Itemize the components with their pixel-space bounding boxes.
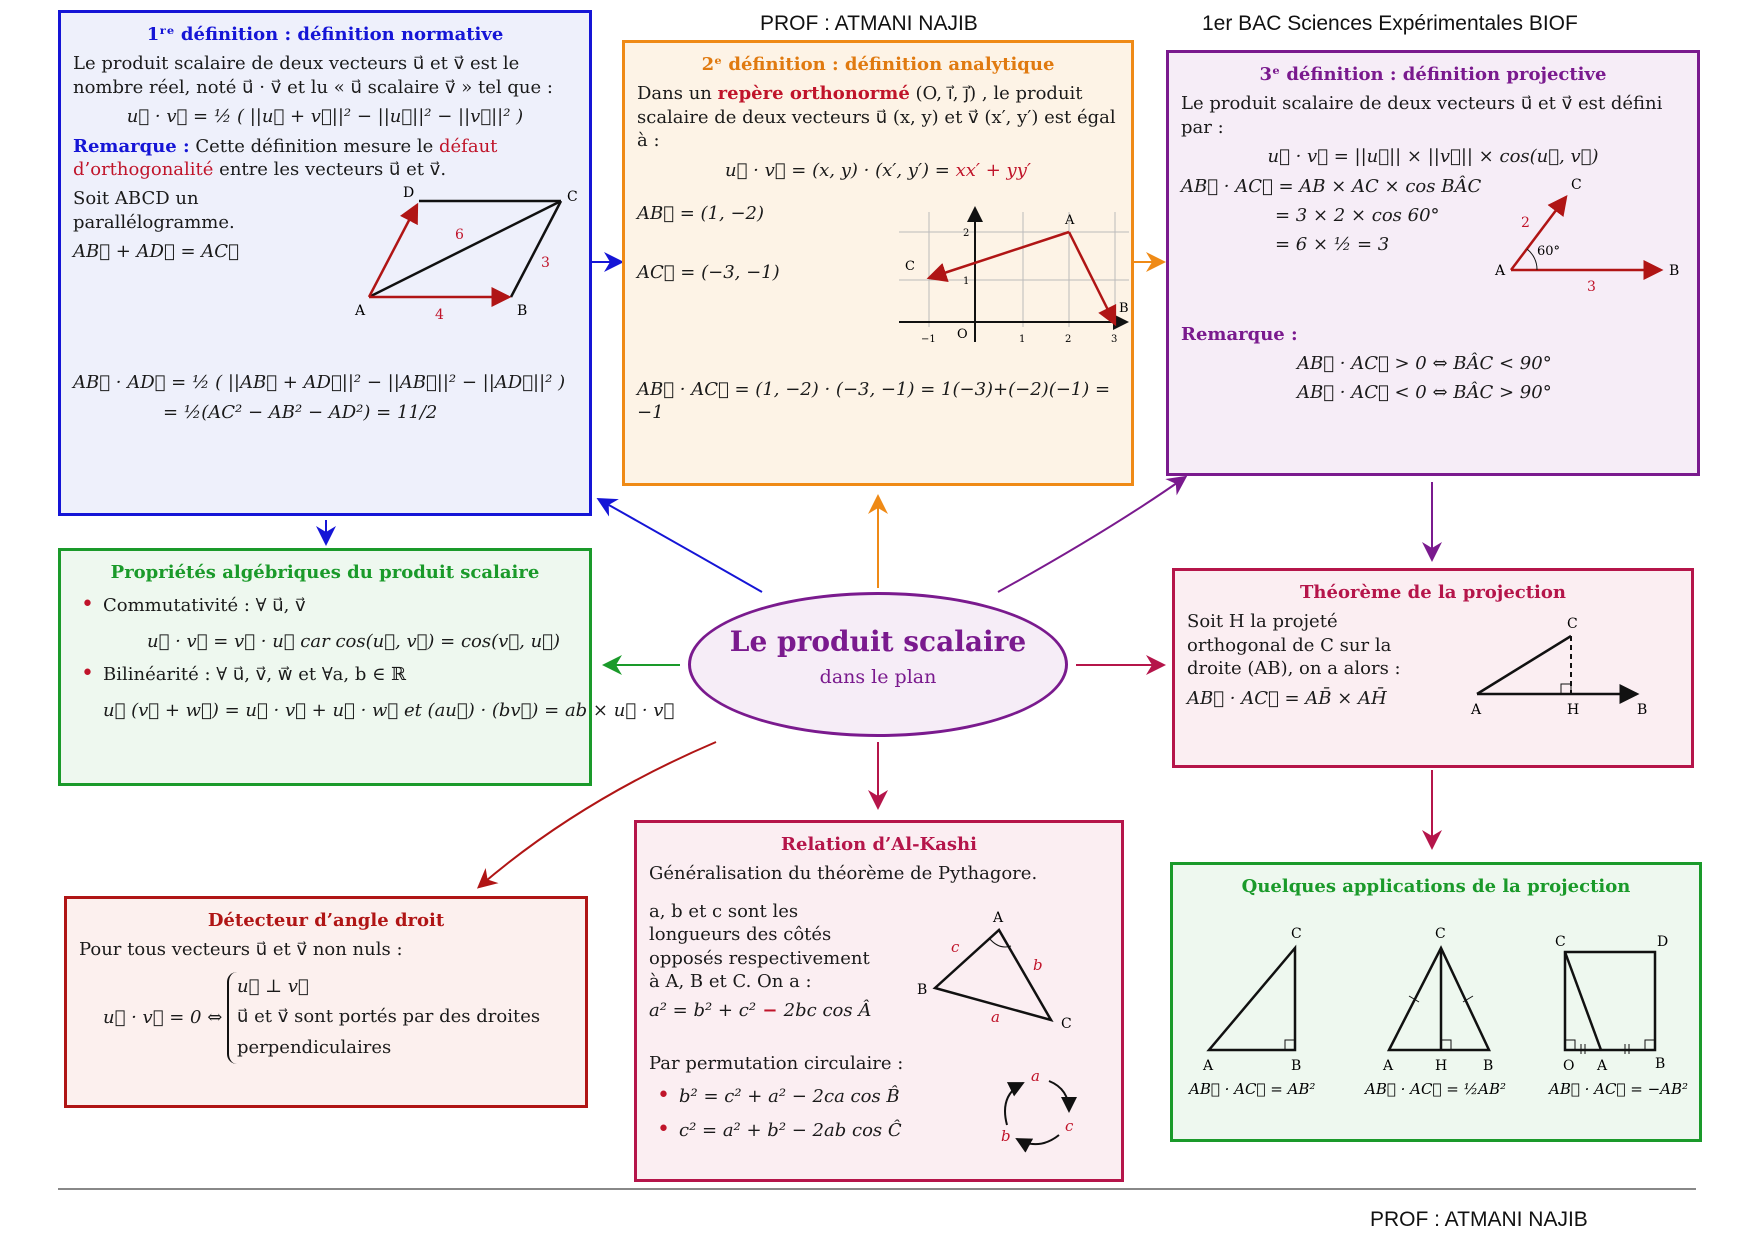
perm-b: b bbox=[1001, 1127, 1011, 1146]
app3-label-O: O bbox=[1563, 1058, 1575, 1075]
definition-normative-box bbox=[58, 10, 592, 516]
fig1-label-D: D bbox=[403, 185, 415, 202]
props-list bbox=[73, 594, 675, 722]
app2-label-A: A bbox=[1383, 1058, 1394, 1075]
fig3-label-B: B bbox=[1669, 262, 1680, 279]
def1-example-text: Soit ABCD un parallélogramme. bbox=[73, 188, 235, 233]
fig1-label-C: C bbox=[567, 189, 578, 206]
fig2-tick-m1: −1 bbox=[921, 333, 936, 345]
kashi-title: Relation d’Al-Kashi bbox=[781, 834, 977, 855]
fig5-label-b: b bbox=[1033, 955, 1043, 974]
detect-equiv bbox=[79, 972, 573, 1064]
def3-remark-label: Remarque : bbox=[1181, 323, 1298, 345]
central-subtitle: dans le plan bbox=[819, 666, 937, 688]
coordinate-figure bbox=[899, 202, 1129, 352]
app3-label-C: C bbox=[1555, 934, 1566, 951]
app3-formula: AB⃗ · AC⃗ = −AB² bbox=[1549, 1080, 1689, 1099]
def3-formula: u⃗ · v⃗ = ||u⃗|| × ||v⃗|| × cos(u⃗, v⃗) bbox=[1267, 146, 1599, 168]
kashi-perm-body bbox=[649, 1067, 1109, 1146]
def1-formula: u⃗ · v⃗ = ½ ( ||u⃗ + v⃗||² − ||u⃗||² − ||v⃗||² ) bbox=[126, 106, 524, 128]
parallelogram-figure bbox=[335, 187, 595, 327]
triangle-figure bbox=[911, 900, 1111, 1040]
fig2-label-C: C bbox=[905, 258, 915, 274]
kashi-text: a, b et c sont les longueurs des côtés opposés respectivement à A, B et C. On a : bbox=[649, 900, 870, 992]
detect-rhs bbox=[227, 972, 540, 1064]
kashi-body bbox=[649, 900, 1109, 1050]
def1-example bbox=[73, 187, 577, 365]
props-bil-formula: u⃗ (v⃗ + w⃗) = u⃗ · v⃗ + u⃗ · w⃗ et (au⃗) · (bv⃗) = ab × u⃗ · v⃗ bbox=[103, 699, 675, 721]
props-bil-label: Bilinéarité : ∀ u⃗, v⃗, w⃗ et ∀a, b ∈ ℝ bbox=[103, 664, 407, 686]
props-comm bbox=[103, 594, 577, 653]
def2-text bbox=[637, 82, 1119, 152]
def1-remark-red: défaut d’orthogonalité bbox=[73, 135, 498, 180]
fig3-label-3: 3 bbox=[1587, 278, 1596, 295]
kashi-f1a: a² = b² + c² bbox=[649, 1000, 757, 1022]
props-title: Propriétés algébriques du produit scalaire bbox=[110, 562, 540, 583]
footer-prof: PROF : ATMANI NAJIB bbox=[1370, 1208, 1588, 1231]
header-class: 1er BAC Sciences Expérimentales BIOF bbox=[1202, 12, 1578, 35]
app1-label-B: B bbox=[1291, 1058, 1302, 1075]
def3-title: 3ᵉ définition : définition projective bbox=[1259, 64, 1607, 85]
def3-line3: = 6 × ½ = 3 bbox=[1275, 234, 1390, 256]
circular-permutation-icon bbox=[989, 1065, 1089, 1165]
def2-formula bbox=[637, 159, 1119, 182]
proj-text: Soit H la projeté orthogonal de C sur la droite (AB), on a alors : bbox=[1187, 611, 1401, 680]
app2-label-C: C bbox=[1435, 926, 1446, 943]
def3-line2: = 3 × 2 × cos 60° bbox=[1275, 204, 1440, 226]
apps-title: Quelques applications de la projection bbox=[1241, 876, 1631, 897]
detect-lhs: u⃗ · v⃗ = 0 ⇔ bbox=[103, 1006, 223, 1028]
angle-figure bbox=[1471, 175, 1691, 305]
fig1-label-3: 3 bbox=[541, 255, 550, 272]
perm-c: c bbox=[1065, 1117, 1074, 1136]
def2-text-red: repère orthonormé bbox=[717, 83, 910, 105]
def3-example bbox=[1181, 175, 1685, 315]
fig4-label-A: A bbox=[1471, 702, 1482, 719]
kashi-perm: Par permutation circulaire : bbox=[649, 1052, 904, 1074]
def1-calc2: = ½(AC² − AB² − AD²) = 11/2 bbox=[163, 401, 438, 423]
app3-label-B: B bbox=[1655, 1056, 1666, 1073]
applications-figures bbox=[1185, 904, 1691, 1099]
detecteur-box bbox=[64, 896, 588, 1108]
props-comm-label: Commutativité : ∀ u⃗, v⃗ bbox=[103, 595, 306, 617]
def2-formula-main: u⃗ · v⃗ = (x, y) · (x′, y′) = bbox=[725, 159, 950, 181]
central-topic bbox=[688, 592, 1068, 737]
def2-ac: AC⃗ = (−3, −1) bbox=[637, 262, 780, 284]
fig2-tick-y2: 2 bbox=[963, 227, 970, 239]
fig1-label-4: 4 bbox=[435, 307, 444, 324]
al-kashi-box bbox=[634, 820, 1124, 1182]
fig3-label-angle: 60° bbox=[1537, 243, 1561, 259]
detect-title: Détecteur d’angle droit bbox=[207, 910, 445, 931]
app2-label-H: H bbox=[1435, 1058, 1448, 1075]
app2-formula: AB⃗ · AC⃗ = ½AB² bbox=[1365, 1080, 1506, 1099]
def2-ab: AB⃗ = (1, −2) bbox=[637, 202, 765, 224]
fig2-label-B: B bbox=[1119, 300, 1129, 316]
definition-analytique-box bbox=[622, 40, 1134, 486]
app1-label-A: A bbox=[1203, 1058, 1214, 1075]
proj-body bbox=[1187, 610, 1679, 750]
app2-label-B: B bbox=[1483, 1058, 1494, 1075]
def3-line1: AB⃗ · AC⃗ = AB × AC × cos BÂC bbox=[1181, 175, 1482, 197]
def3-text: Le produit scalaire de deux vecteurs u⃗ et v⃗ est défini par : bbox=[1181, 93, 1663, 138]
fig1-label-A: A bbox=[355, 303, 366, 320]
def1-example-vec: AB⃗ + AD⃗ = AC⃗ bbox=[73, 241, 239, 263]
def3-rem1: AB⃗ · AC⃗ > 0 ⇔ BÂC < 90° bbox=[1297, 352, 1552, 374]
app3-label-D: D bbox=[1657, 934, 1669, 951]
kashi-f3: • c² = a² + b² − 2ab cos Ĉ bbox=[679, 1119, 1109, 1142]
def1-remark-a: Cette définition mesure le bbox=[195, 135, 434, 157]
fig5-label-c: c bbox=[951, 937, 960, 956]
app1-label-C: C bbox=[1291, 926, 1302, 943]
def1-calc1: AB⃗ · AD⃗ = ½ ( ||AB⃗ + AD⃗||² − ||AB⃗||² − ||AD⃗||² ) bbox=[73, 372, 566, 394]
props-bil bbox=[103, 663, 675, 722]
def2-text-b: (O, i⃗, j⃗) , le produit scalaire de deux vecteurs u⃗ (x, y) et v⃗ (x′, y′) est égal à : bbox=[637, 83, 1116, 152]
def1-text: Le produit scalaire de deux vecteurs u⃗ et v⃗ est le nombre réel, noté u⃗ · v⃗ et lu « u⃗ scalaire v⃗ » tel que : bbox=[73, 53, 553, 98]
fig2-tick-2: 2 bbox=[1065, 333, 1072, 345]
def2-formula-red: xx′ + yy′ bbox=[955, 159, 1031, 181]
fig2-label-A: A bbox=[1065, 212, 1075, 228]
fig5-label-B: B bbox=[917, 981, 928, 998]
def1-remark-label: Remarque : bbox=[73, 135, 190, 157]
fig5-label-a: a bbox=[991, 1007, 1000, 1026]
detect-r3: perpendiculaires bbox=[237, 1036, 392, 1058]
detect-r2: u⃗ et v⃗ sont portés par des droites bbox=[237, 1006, 541, 1028]
fig1-label-6: 6 bbox=[455, 227, 464, 244]
def1-remark-b: entre les vecteurs u⃗ et v⃗. bbox=[219, 158, 447, 180]
proprietes-box bbox=[58, 548, 675, 786]
fig3-label-2: 2 bbox=[1521, 214, 1530, 231]
perm-a: a bbox=[1031, 1067, 1040, 1086]
central-title: Le produit scalaire bbox=[729, 625, 1027, 658]
app3-label-A: A bbox=[1597, 1058, 1608, 1075]
fig4-label-C: C bbox=[1567, 616, 1578, 633]
fig4-label-H: H bbox=[1567, 702, 1580, 719]
detect-r1: u⃗ ⊥ v⃗ bbox=[237, 975, 309, 997]
proj-title: Théorème de la projection bbox=[1300, 582, 1566, 603]
fig3-label-A: A bbox=[1495, 262, 1506, 279]
fig4-label-B: B bbox=[1637, 702, 1648, 719]
detect-text: Pour tous vecteurs u⃗ et v⃗ non nuls : bbox=[79, 939, 403, 961]
fig3-label-C: C bbox=[1571, 176, 1582, 193]
proj-formula: AB⃗ · AC⃗ = AB̄ × AH̄ bbox=[1187, 687, 1387, 709]
kashi-f2: • b² = c² + a² − 2ca cos B̂ bbox=[679, 1085, 1109, 1108]
def2-example bbox=[637, 202, 1129, 372]
def3-rem2: AB⃗ · AC⃗ < 0 ⇔ BÂC > 90° bbox=[1297, 382, 1552, 404]
fig5-label-A: A bbox=[993, 909, 1004, 926]
app1-formula: AB⃗ · AC⃗ = AB² bbox=[1189, 1080, 1316, 1099]
header-prof: PROF : ATMANI NAJIB bbox=[760, 12, 978, 35]
def2-text-a: Dans un bbox=[637, 83, 712, 105]
projection-figure bbox=[1457, 610, 1687, 730]
fig5-label-C: C bbox=[1061, 1015, 1072, 1032]
applications-box bbox=[1170, 862, 1702, 1142]
fig2-label-O: O bbox=[957, 326, 968, 342]
footer-divider bbox=[58, 1188, 1696, 1190]
kashi-f1-minus: − bbox=[756, 1000, 784, 1022]
def2-title: 2ᵉ définition : définition analytique bbox=[701, 54, 1055, 75]
definition-projective-box bbox=[1166, 50, 1700, 476]
def1-remark bbox=[73, 135, 577, 182]
def2-calc: AB⃗ · AC⃗ = (1, −2) · (−3, −1) = 1(−3)+(−2)(−1) = −1 bbox=[637, 378, 1111, 424]
kashi-intro: Généralisation du théorème de Pythagore. bbox=[649, 863, 1038, 885]
fig2-tick-y1: 1 bbox=[963, 275, 970, 287]
projection-box bbox=[1172, 568, 1694, 768]
fig1-label-B: B bbox=[517, 303, 528, 320]
kashi-f1b: 2bc cos Â bbox=[783, 1000, 872, 1022]
def1-title: 1ʳᵉ définition : définition normative bbox=[146, 24, 504, 45]
props-comm-formula: u⃗ · v⃗ = v⃗ · u⃗ car cos(u⃗, v⃗) = cos(v⃗, u⃗) bbox=[147, 630, 560, 652]
fig2-tick-3: 3 bbox=[1111, 333, 1118, 345]
fig2-tick-1: 1 bbox=[1019, 333, 1026, 345]
